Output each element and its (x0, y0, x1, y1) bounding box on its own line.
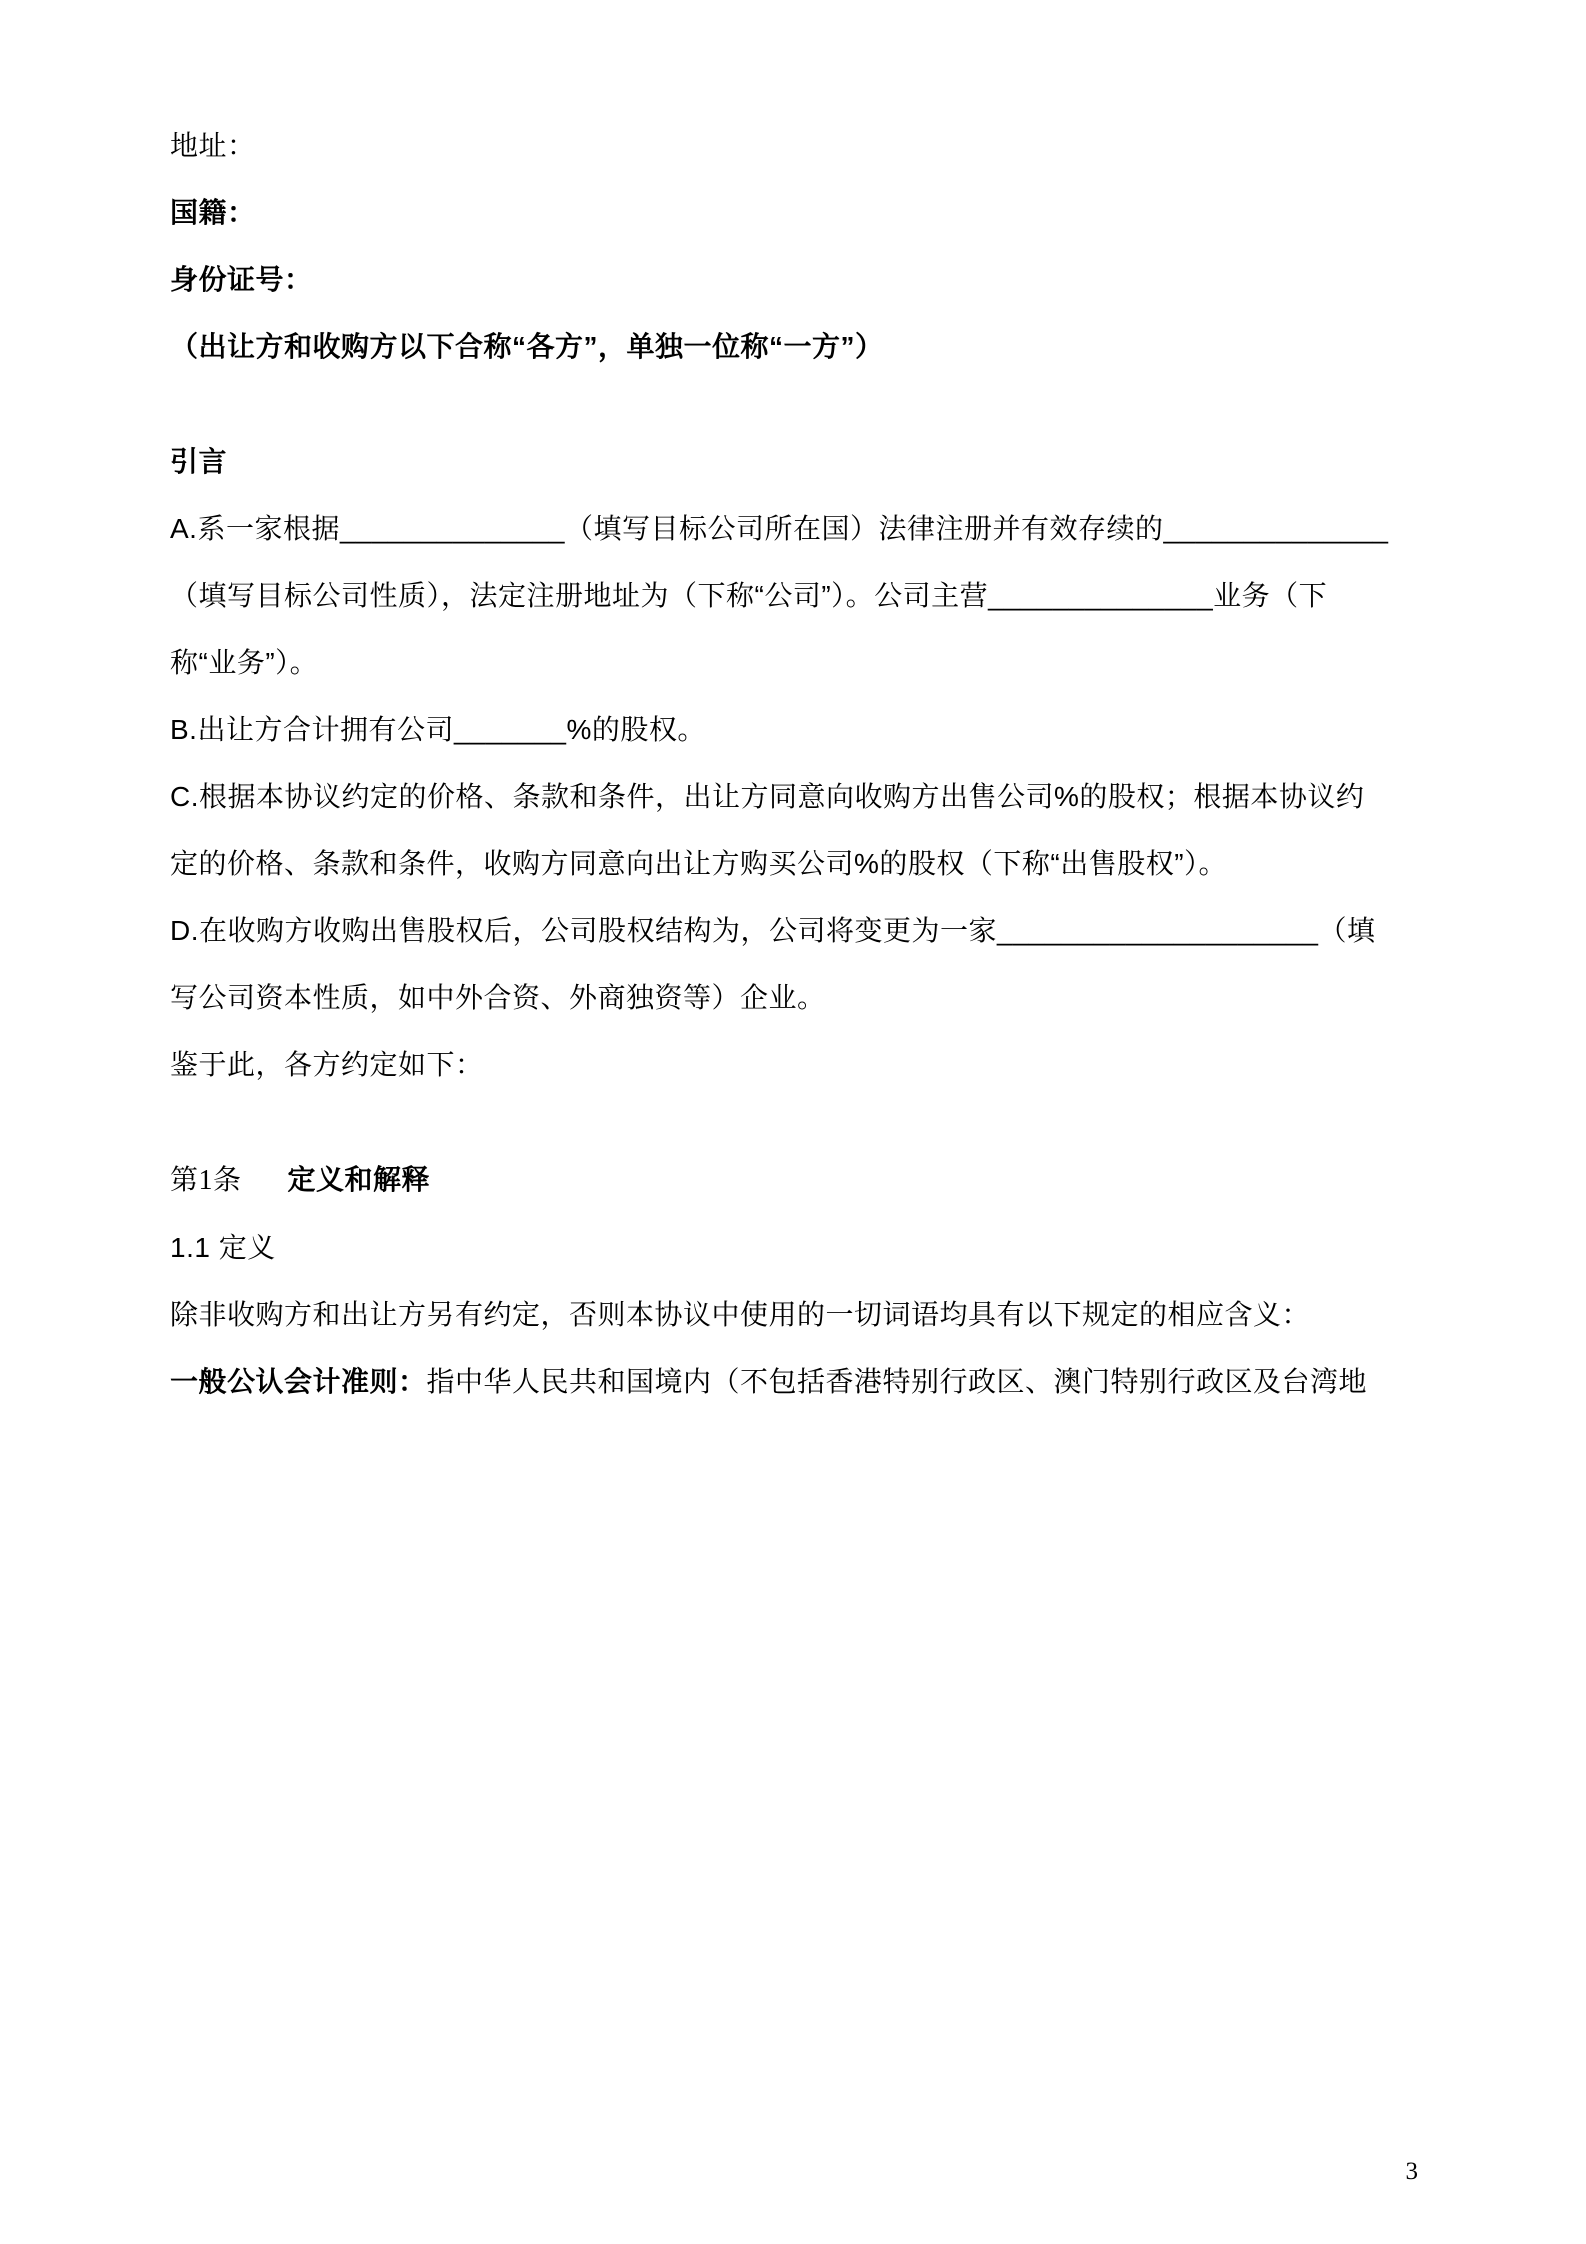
section-1-title: 定义和解释 (287, 1164, 431, 1195)
recital-a-line-2: （填写目标公司性质），法定注册地址为（下称“公司”）。公司主营______________业务（下 (170, 580, 1328, 611)
gaap-definition-line (170, 1348, 1431, 1415)
id-number-field-label: 身份证号： (170, 264, 313, 295)
recital-c-line-1: C.根据本协议约定的价格、条款和条件，出让方同意向收购方出售公司%的股权；根据本协议约 (170, 781, 1365, 812)
section-1-heading (170, 1146, 1431, 1214)
whereas-clause-line: 鉴于此，各方约定如下： (170, 1049, 484, 1080)
parties-alias-note: （出让方和收购方以下合称“各方”，单独一位称“一方”） (170, 331, 884, 362)
recital-a-line-1: A.系一家根据______________（填写目标公司所在国）法律注册并有效存续的______________ (170, 513, 1389, 544)
definitions-intro-line: 除非收购方和出让方另有约定，否则本协议中使用的一切词语均具有以下规定的相应含义： (170, 1299, 1311, 1330)
clause-1-1-heading: 1.1 定义 (170, 1232, 276, 1263)
recital-c-line-2: 定的价格、条款和条件，收购方同意向出让方购买公司%的股权（下称“出售股权”）。 (170, 848, 1228, 879)
gaap-definition-term: 一般公认会计准则： (170, 1366, 427, 1397)
address-field-label: 地址： (170, 130, 256, 161)
recital-b-line: B.出让方合计拥有公司_______%的股权。 (170, 714, 706, 745)
recital-d-line-1: D.在收购方收购出售股权后，公司股权结构为，公司将变更为一家____________________（填 (170, 915, 1376, 946)
recital-d-line-2: 写公司资本性质，如中外合资、外商独资等）企业。 (170, 982, 826, 1013)
preamble-heading: 引言 (170, 446, 228, 477)
gaap-definition-text: 指中华人民共和国境内（不包括香港特别行政区、澳门特别行政区及台湾地 (426, 1366, 1368, 1397)
recital-a-line-3: 称“业务”）。 (170, 647, 319, 678)
nationality-field-label: 国籍： (170, 197, 256, 228)
page-number: 3 (1405, 2158, 1418, 2185)
section-1-number: 第1条 (170, 1165, 242, 1196)
